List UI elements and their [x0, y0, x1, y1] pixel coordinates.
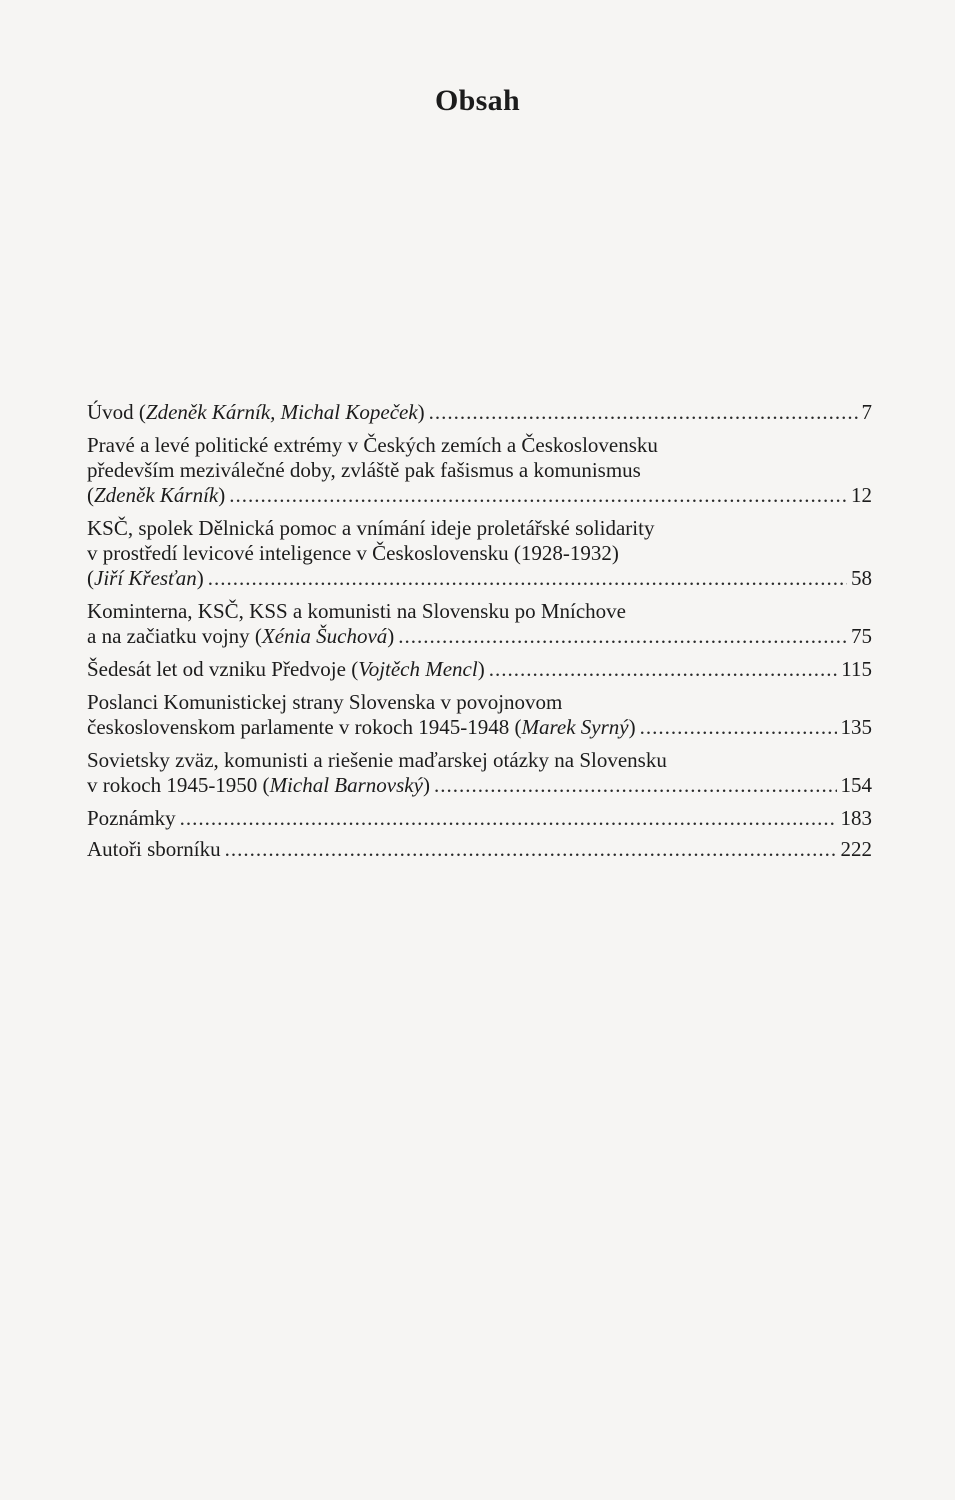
- leader-dots: [180, 806, 837, 831]
- leader-dots: [429, 400, 858, 425]
- entry-text: československom parlamente v rokoch 1945-1948 (: [87, 715, 522, 739]
- entry-text: Poznámky: [87, 806, 176, 830]
- page-number: 7: [861, 400, 872, 424]
- leader-dots: [640, 715, 837, 740]
- toc-entry: [87, 806, 872, 831]
- entry-line: Sovietsky zväz, komunisti a riešenie maďarskej otázky na Slovensku: [87, 748, 667, 772]
- toc-entry: Úvod (Zdeněk Kárník, Michal Kopeček) ..... 7: [87, 400, 872, 425]
- entry-author: Zdeněk Kárník: [94, 483, 219, 507]
- toc-entry: [87, 837, 872, 862]
- page-title: Obsah: [435, 84, 520, 117]
- page-number: 58: [851, 566, 872, 590]
- entry-text: Úvod (: [87, 400, 146, 424]
- page-number: 12: [851, 483, 872, 507]
- entry-author: Zdeněk Kárník, Michal Kopeček: [145, 400, 418, 424]
- entry-text: (: [87, 566, 94, 590]
- toc-entry: Pravé a levé politické extrémy v Českých zemích a Československu především meziválečné doby, zvláště pak fašismus a komunismus (Zdeněk Kárník) ..... 12: [87, 433, 872, 508]
- table-of-contents: [87, 400, 872, 870]
- entry-author: Vojtěch Mencl: [358, 657, 478, 681]
- toc-entry: Sovietsky zväz, komunisti a riešenie maďarskej otázky na Slovensku v rokoch 1945-1950 (Michal Barnovský) ..... 154: [87, 748, 872, 798]
- leader-dots: [229, 483, 847, 508]
- entry-text: Autoři sborníku: [87, 837, 221, 861]
- toc-entry: Poslanci Komunistickej strany Slovenska v povojnovom československom parlamente v rokoch 1945-1948 (Marek Syrný) ..... 135: [87, 690, 872, 740]
- leader-dots: [225, 837, 837, 862]
- toc-entry: Kominterna, KSČ, KSS a komunisti na Slovensku po Mníchove a na začiatku vojny (Xénia Šuchová) ..... 75: [87, 599, 872, 649]
- page-number: 222: [840, 837, 872, 861]
- page-number: 135: [840, 715, 872, 739]
- leader-dots: [489, 657, 838, 682]
- page-number: 183: [840, 806, 872, 830]
- entry-author: Michal Barnovský: [269, 773, 423, 797]
- entry-text: v rokoch 1945-1950 (: [87, 773, 270, 797]
- toc-entry: Šedesát let od vzniku Předvoje (Vojtěch Mencl) ..... 115: [87, 657, 872, 682]
- entry-line: Kominterna, KSČ, KSS a komunisti na Slovensku po Mníchove: [87, 599, 626, 623]
- entry-line: Pravé a levé politické extrémy v Českých zemích a Československu: [87, 433, 658, 457]
- entry-line: především meziválečné doby, zvláště pak fašismus a komunismus: [87, 458, 641, 482]
- entry-line: v prostředí levicové inteligence v Československu (1928-1932): [87, 541, 619, 565]
- leader-dots: [398, 624, 847, 649]
- entry-author: Jiří Křesťan: [94, 566, 197, 590]
- entry-text: a na začiatku vojny (: [87, 624, 262, 648]
- entry-author: Marek Syrný: [521, 715, 629, 739]
- leader-dots: [434, 773, 837, 798]
- entry-text: Šedesát let od vzniku Předvoje (: [87, 657, 359, 681]
- entry-line: KSČ, spolek Dělnická pomoc a vnímání ideje proletářské solidarity: [87, 516, 655, 540]
- leader-dots: [208, 566, 847, 591]
- entry-author: Xénia Šuchová: [261, 624, 388, 648]
- page-number: 154: [840, 773, 872, 797]
- toc-entry: KSČ, spolek Dělnická pomoc a vnímání ideje proletářské solidarity v prostředí levicové inteligence v Československu (1928-1932) (Jiří Křesťan) ..... 58: [87, 516, 872, 591]
- page-number: 115: [841, 657, 872, 681]
- entry-text: (: [87, 483, 94, 507]
- entry-line: Poslanci Komunistickej strany Slovenska v povojnovom: [87, 690, 563, 714]
- page-number: 75: [851, 624, 872, 648]
